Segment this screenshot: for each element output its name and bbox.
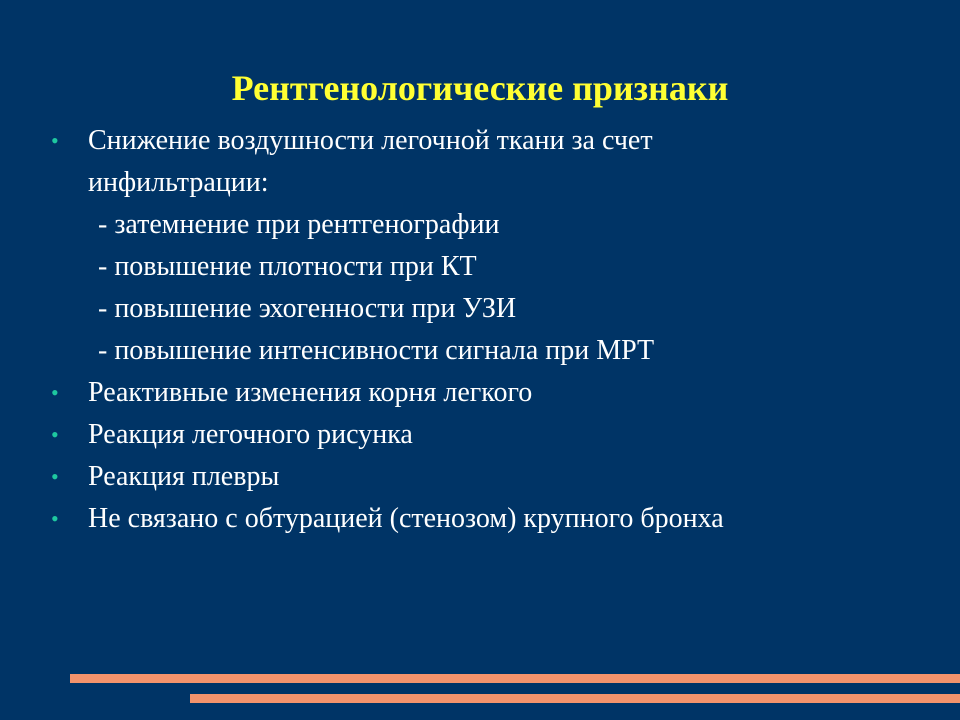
sub-item: - повышение эхогенности при УЗИ — [98, 293, 517, 324]
accent-bar-top — [70, 674, 960, 683]
bullet-text: Реакция легочного рисунка — [88, 419, 413, 450]
bullet-text-line: Снижение воздушности легочной ткани за счет — [88, 125, 653, 156]
bullet-item — [0, 372, 960, 414]
sub-item: - повышение плотности при КТ — [98, 251, 477, 282]
bullet-icon: • — [51, 506, 59, 531]
accent-bar-bottom — [190, 694, 960, 703]
bullet-icon: • — [51, 128, 59, 153]
bullet-item — [0, 498, 960, 540]
bullet-item — [0, 414, 960, 456]
bullet-text: Реактивные изменения корня легкого — [88, 377, 533, 408]
sub-item: - затемнение при рентгенографии — [98, 209, 500, 240]
bullet-text: Не связано с обтурацией (стенозом) крупного бронха — [88, 503, 724, 534]
sub-list — [0, 204, 960, 372]
bullet-icon: • — [51, 422, 59, 447]
bullet-icon: • — [51, 380, 59, 405]
bullet-item — [0, 456, 960, 498]
bullet-item — [0, 120, 960, 204]
bullet-icon: • — [51, 464, 59, 489]
sub-item: - повышение интенсивности сигнала при МРТ — [98, 335, 655, 366]
bullet-text-line: инфильтрации: — [88, 167, 269, 198]
bullet-text: Реакция плевры — [88, 461, 280, 492]
slide-title: Рентгенологические признаки — [231, 68, 729, 108]
bullet-list — [0, 120, 960, 540]
